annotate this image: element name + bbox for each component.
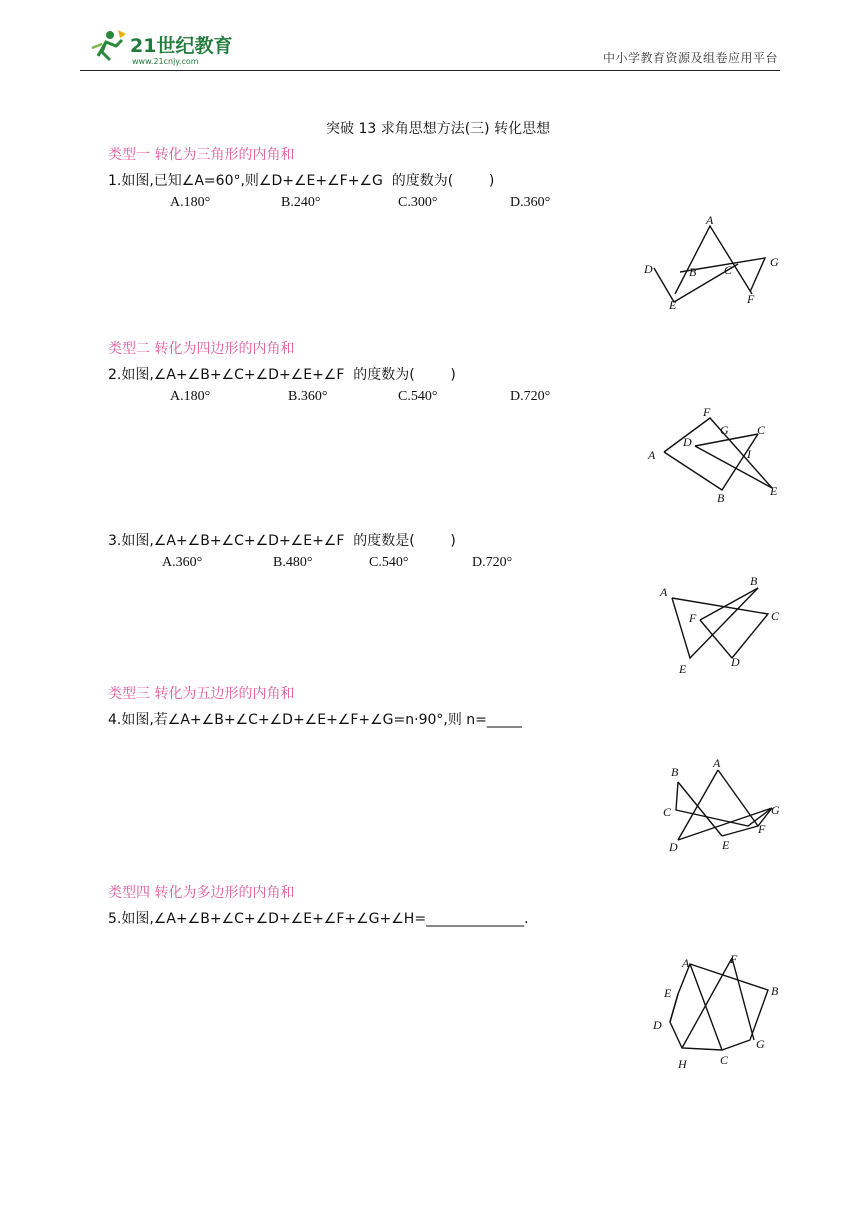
fig1-label-c: C [724, 263, 733, 277]
fig1-label-a: A [706, 213, 714, 227]
figure-5 [650, 950, 790, 1070]
section-heading-4: 类型四 转化为多边形的内角和 [108, 885, 295, 901]
section-heading-2: 类型二 转化为四边形的内角和 [108, 341, 295, 357]
fig2-label-c: C [757, 423, 766, 437]
fig2-label-e: E [770, 484, 778, 498]
q2-option-a: A.180° [170, 389, 211, 404]
fig4-label-d: D [669, 840, 678, 854]
section-heading-1: 类型一 转化为三角形的内角和 [108, 147, 295, 163]
fig2-label-b: B [717, 491, 725, 505]
fig4-label-b: B [671, 765, 679, 779]
fig2-label-d: D [683, 435, 692, 449]
fig2-label-a: A [648, 448, 656, 462]
question-4: 4.如图,若∠A+∠B+∠C+∠D+∠E+∠F+∠G=n·90°,则 n=_____ [108, 712, 522, 728]
fig4-label-c: C [663, 805, 672, 819]
figure-2 [640, 402, 790, 507]
question-2: 2.如图,∠A+∠B+∠C+∠D+∠E+∠F 的度数为( ) [108, 367, 456, 383]
logo-text: 21世纪教育 [130, 35, 233, 57]
fig5-label-h: H [678, 1057, 687, 1070]
logo-subtext: www.21cnjy.com [132, 57, 199, 66]
q3-option-a: A.360° [162, 555, 203, 570]
fig1-label-d: D [644, 262, 653, 276]
q3-option-c: C.540° [369, 555, 409, 570]
q1-option-d: D.360° [510, 195, 551, 210]
fig2-label-i: I [747, 447, 751, 461]
fig3-label-b: B [750, 574, 758, 588]
fig1-label-g: G [770, 255, 779, 269]
fig2-label-g: G [720, 423, 729, 437]
question-1: 1.如图,已知∠A=60°,则∠D+∠E+∠F+∠G 的度数为( ) [108, 173, 495, 189]
logo [88, 26, 258, 68]
page-title: 突破 13 求角思想方法(三) 转化思想 [326, 121, 551, 137]
fig1-label-b: B [689, 265, 697, 279]
fig5-label-f: F [730, 952, 738, 966]
fig1-label-e: E [669, 298, 677, 312]
section-heading-3: 类型三 转化为五边形的内角和 [108, 686, 295, 702]
question-5: 5.如图,∠A+∠B+∠C+∠D+∠E+∠F+∠G+∠H=______________. [108, 911, 529, 927]
fig3-label-c: C [771, 609, 780, 623]
fig4-label-f: F [758, 822, 766, 836]
page-header [80, 22, 780, 71]
fig3-label-a: A [660, 585, 668, 599]
figure-3 [650, 572, 790, 677]
q2-option-d: D.720° [510, 389, 551, 404]
fig5-label-a: A [682, 956, 690, 970]
q3-option-d: D.720° [472, 555, 513, 570]
fig3-label-e: E [679, 662, 687, 676]
fig3-label-f: F [689, 611, 697, 625]
fig5-label-e: E [664, 986, 672, 1000]
q1-option-a: A.180° [170, 195, 211, 210]
fig5-label-c: C [720, 1053, 729, 1067]
fig4-label-a: A [713, 756, 721, 770]
q2-option-b: B.360° [288, 389, 328, 404]
q1-option-c: C.300° [398, 195, 438, 210]
q1-option-b: B.240° [281, 195, 321, 210]
question-3: 3.如图,∠A+∠B+∠C+∠D+∠E+∠F 的度数是( ) [108, 533, 456, 549]
figure-4 [660, 754, 790, 854]
fig1-label-f: F [747, 292, 755, 306]
q2-option-c: C.540° [398, 389, 438, 404]
fig5-label-b: B [771, 984, 779, 998]
platform-name: 中小学教育资源及组卷应用平台 [602, 51, 778, 65]
fig3-label-d: D [731, 655, 740, 669]
fig5-label-g: G [756, 1037, 765, 1051]
runner-icon [92, 30, 126, 60]
fig2-label-f: F [703, 405, 711, 419]
fig4-label-e: E [722, 838, 730, 852]
q3-option-b: B.480° [273, 555, 313, 570]
fig4-label-g: G [771, 803, 780, 817]
figure-1 [640, 212, 790, 317]
fig5-label-d: D [653, 1018, 662, 1032]
